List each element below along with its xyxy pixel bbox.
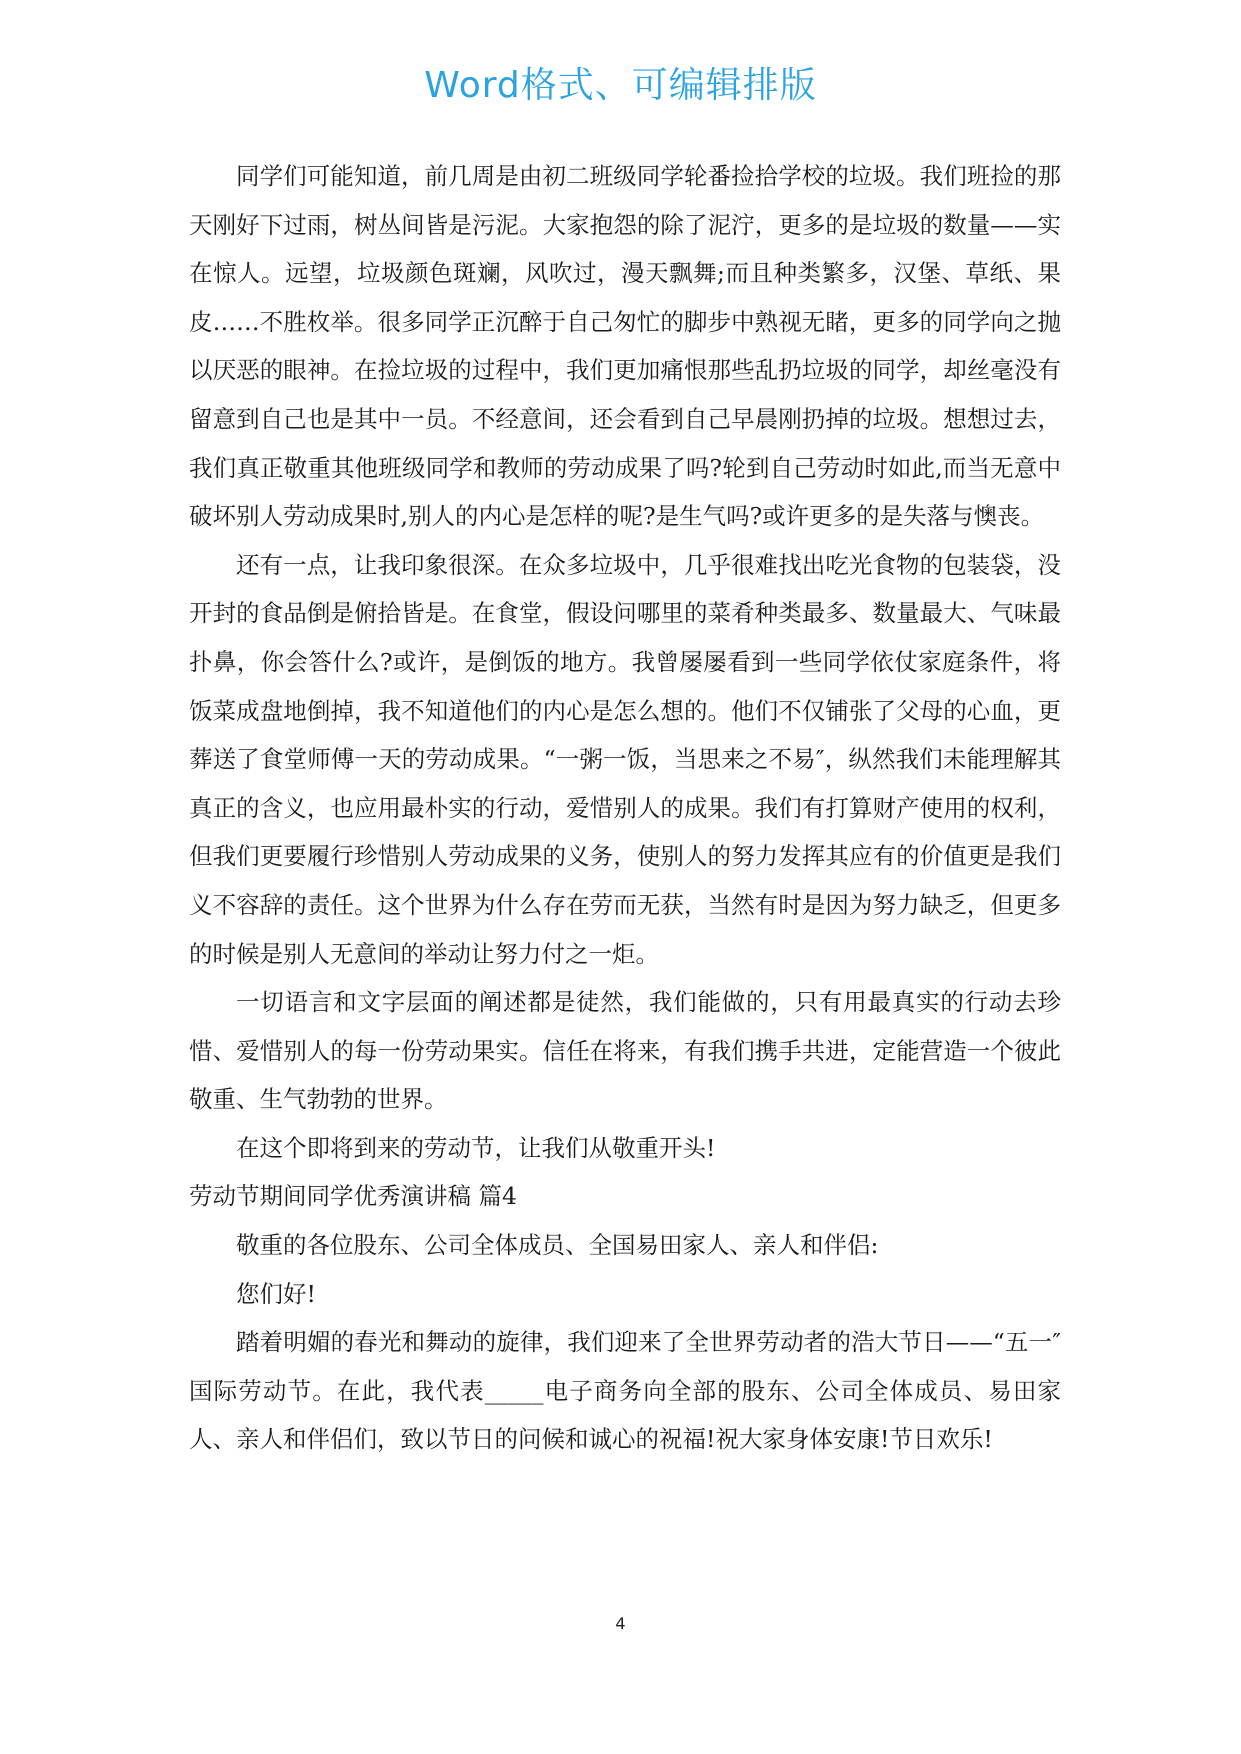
salutation: 敬重的各位股东、公司全体成员、全国易田家人、亲人和伴侣:	[236, 1231, 879, 1260]
paragraph-3: 一切语言和文字层面的阐述都是徒然，我们能做的，只有用最真实的行动去珍惜、爱惜别人的每一份劳动果实。信任在将来，有我们携手共进，定能营造一个彼此敬重、生气勃勃的世界。	[189, 988, 1061, 1114]
page-number: 4	[615, 1614, 626, 1633]
paragraph-5: 踏着明媚的春光和舞动的旋律，我们迎来了全世界劳动者的浩大节日——“五一″国际劳动节。在此，我代表_____电子商务向全部的股东、公司全体成员、易田家人、亲人和伴侣们，致以节日的问候和诚心的祝福!祝大家身体安康!节日欢乐!	[189, 1328, 1061, 1454]
paragraph-2: 还有一点，让我印象很深。在众多垃圾中，几乎很难找出吃光食物的包装袋，没开封的食品倒是俯拾皆是。在食堂，假设问哪里的菜肴种类最多、数量最大、气味最扑鼻，你会答什么?或许，是倒饭的地方。我曾屡屡看到一些同学依仗家庭条件，将饭菜成盘地倒掉，我不知道他们的内心是怎么想的。他们不仅铺张了父母的心血，更葬送了食堂师傅一天的劳动成果。“一粥一饭，当思来之不易″，纵然我们未能理解其真正的含义，也应用最朴实的行动，爱惜别人的成果。我们有打算财产使用的权利，但我们更要履行珍惜别人劳动成果的义务，使别人的努力发挥其应有的价值更是我们义不容辞的责任。这个世界为什么存在劳而无获，当然有时是因为努力缺乏，但更多的时候是别人无意间的举动让努力付之一炬。	[189, 550, 1061, 968]
greeting: 您们好!	[236, 1279, 316, 1308]
document-header-title: Word格式、可编辑排版	[424, 65, 817, 106]
paragraph-4: 在这个即将到来的劳动节，让我们从敬重开头!	[236, 1133, 716, 1162]
section-heading: 劳动节期间同学优秀演讲稿 篇4	[189, 1182, 517, 1211]
paragraph-1: 同学们可能知道，前几周是由初二班级同学轮番捡拾学校的垃圾。我们班捡的那天刚好下过雨，树丛间皆是污泥。大家抱怨的除了泥泞，更多的是垃圾的数量——实在惊人。远望，垃圾颜色斑斓，风吹过，漫天飘舞;而且种类繁多，汉堡、草纸、果皮……不胜枚举。很多同学正沉醉于自己匆忙的脚步中熟视无睹，更多的同学向之抛以厌恶的眼神。在捡垃圾的过程中，我们更加痛恨那些乱扔垃圾的同学，却丝毫没有留意到自己也是其中一员。不经意间，还会看到自己早晨刚扔掉的垃圾。想想过去，我们真正敬重其他班级同学和教师的劳动成果了吗?轮到自己劳动时如此,而当无意中破坏别人劳动成果时,别人的内心是怎样的呢?是生气吗?或许更多的是失落与懊丧。	[189, 162, 1061, 531]
document-body	[189, 152, 1061, 1464]
